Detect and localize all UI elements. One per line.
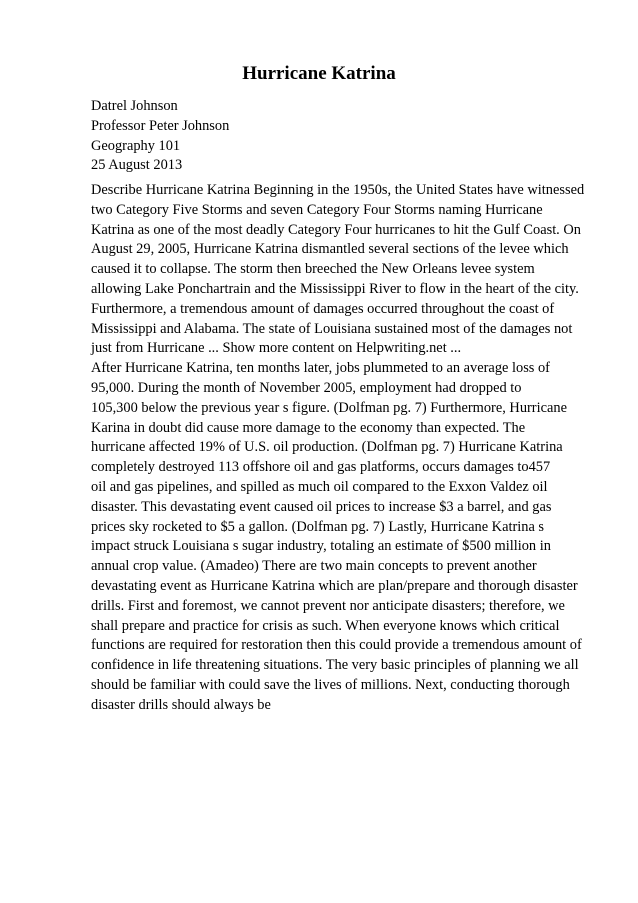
body-text-line: shall prepare and practice for crisis as such. When everyone knows which critical bbox=[91, 617, 560, 634]
body-text-line: impact struck Louisiana s sugar industry, totaling an estimate of $500 million in bbox=[91, 538, 551, 555]
body-text-line: Describe Hurricane Katrina Beginning in the 1950s, the United States have witnessed bbox=[91, 182, 585, 198]
course-name: Geography 101 bbox=[91, 137, 181, 154]
body-text-line: drills. First and foremost, we cannot prevent nor anticipate disasters; therefore, we bbox=[91, 597, 565, 614]
body-text-line: Karina in doubt did cause more damage to the economy than expected. The bbox=[91, 419, 526, 436]
body-text-line: hurricane affected 19% of U.S. oil production. (Dolfman pg. 7) Hurricane Katrina bbox=[91, 439, 563, 456]
body-text-line: Katrina as one of the most deadly Category Four hurricanes to hit the Gulf Coast. On bbox=[91, 221, 581, 238]
body-text-line: After Hurricane Katrina, ten months later, jobs plummeted to an average loss of bbox=[91, 360, 550, 377]
author-name: Datrel Johnson bbox=[91, 98, 178, 114]
body-text-line: confidence in life threatening situations. The very basic principles of planning we all bbox=[91, 657, 579, 674]
body-text-line: oil and gas pipelines, and spilled as much oil compared to the Exxon Valdez oil bbox=[91, 478, 548, 495]
body-text-line: just from Hurricane ... Show more content on Helpwriting.net ... bbox=[91, 340, 462, 357]
body-text-line: prices sky rocketed to $5 a gallon. (Dolfman pg. 7) Lastly, Hurricane Katrina s bbox=[91, 518, 545, 535]
body-text-line: 95,000. During the month of November 2005, employment had dropped to bbox=[91, 379, 522, 396]
body-text-line: functions are required for restoration then this could provide a tremendous amount of bbox=[91, 637, 582, 654]
body-text-line: annual crop value. (Amadeo) There are two main concepts to prevent another bbox=[91, 558, 537, 575]
body-text-line: 105,300 below the previous year s figure. (Dolfman pg. 7) Furthermore, Hurricane bbox=[91, 399, 567, 416]
body-text-line: disaster. This devastating event caused oil prices to increase $3 a barrel, and gas bbox=[91, 498, 552, 515]
body-text-line: Furthermore, a tremendous amount of damages occurred throughout the coast of bbox=[91, 300, 555, 317]
document-header bbox=[91, 97, 591, 176]
document-title: Hurricane Katrina bbox=[242, 63, 396, 84]
document-body bbox=[91, 181, 591, 716]
body-text-line: two Category Five Storms and seven Category Four Storms naming Hurricane bbox=[91, 201, 543, 218]
professor-name: Professor Peter Johnson bbox=[91, 117, 230, 134]
document-date: 25 August 2013 bbox=[91, 157, 183, 174]
body-text-line: allowing Lake Ponchartrain and the Mississippi River to flow in the heart of the city. bbox=[91, 280, 579, 297]
body-text-line: disaster drills should always be bbox=[91, 696, 271, 713]
body-text-line: should be familiar with could save the lives of millions. Next, conducting thorough bbox=[91, 676, 570, 693]
body-text-line: August 29, 2005, Hurricane Katrina dismantled several sections of the levee which bbox=[91, 241, 569, 258]
body-text-line: Mississippi and Alabama. The state of Louisiana sustained most of the damages not bbox=[91, 320, 573, 337]
body-text-line: caused it to collapse. The storm then breeched the New Orleans levee system bbox=[91, 261, 535, 278]
body-text-line: completely destroyed 113 offshore oil and gas platforms, occurs damages to457 bbox=[91, 459, 551, 476]
body-text-line: devastating event as Hurricane Katrina which are plan/prepare and thorough disaster bbox=[91, 577, 578, 594]
